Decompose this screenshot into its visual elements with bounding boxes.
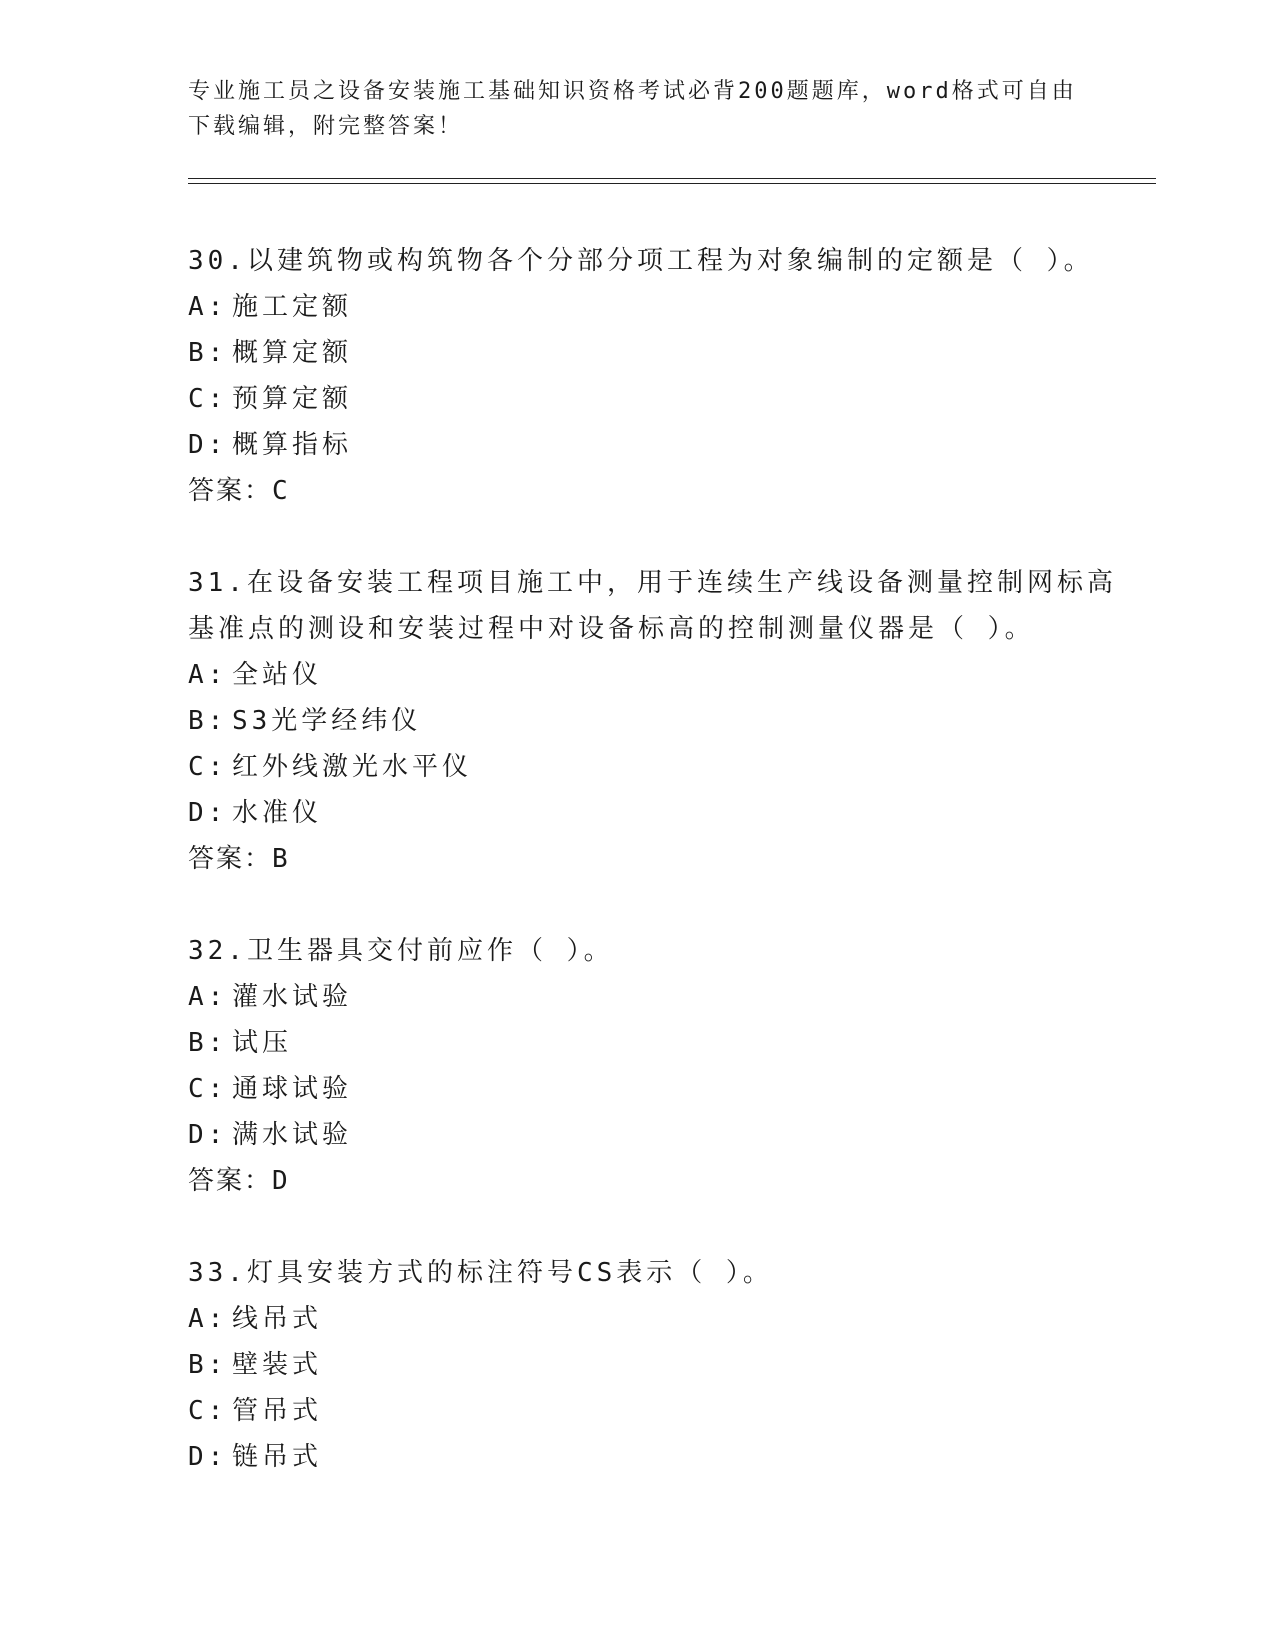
option-text: 施工定额 [232, 292, 353, 322]
header-divider-bottom [188, 183, 1156, 184]
option-text: 通球试验 [232, 1074, 353, 1104]
question-33 [188, 1250, 1148, 1480]
answer-line: 答案：B [188, 844, 290, 874]
option-text: 概算指标 [232, 430, 353, 460]
option-d [188, 1112, 1148, 1158]
header-line-1: 专业施工员之设备安装施工基础知识资格考试必背200题题库，word格式可自由 [188, 79, 1077, 104]
option-a [188, 974, 1148, 1020]
option-text: 灌水试验 [232, 982, 353, 1012]
question-stem-line-2: 基准点的测设和安装过程中对设备标高的控制测量仪器是（ ）。 [188, 614, 1035, 644]
option-text: 链吊式 [232, 1442, 323, 1472]
option-letter: B: [188, 706, 228, 736]
question-stem: 32.卫生器具交付前应作（ ）。 [188, 936, 614, 966]
document-header [188, 74, 1088, 144]
option-letter: C: [188, 1396, 228, 1426]
option-a [188, 652, 1148, 698]
question-30 [188, 238, 1148, 514]
option-b [188, 698, 1148, 744]
question-stem: 33.灯具安装方式的标注符号CS表示（ ）。 [188, 1258, 773, 1288]
option-d [188, 422, 1148, 468]
question-32 [188, 928, 1148, 1204]
option-c [188, 1066, 1148, 1112]
option-letter: C: [188, 1074, 228, 1104]
option-letter: A: [188, 982, 228, 1012]
option-letter: A: [188, 660, 228, 690]
option-letter: D: [188, 798, 228, 828]
option-text: 满水试验 [232, 1120, 353, 1150]
option-letter: A: [188, 292, 228, 322]
option-text: 水准仪 [232, 798, 323, 828]
header-line-2: 下载编辑，附完整答案！ [188, 114, 464, 139]
option-text: 全站仪 [232, 660, 323, 690]
question-stem-line-1: 31.在设备安装工程项目施工中，用于连续生产线设备测量控制网标高 [188, 568, 1117, 598]
option-text: 试压 [232, 1028, 293, 1058]
option-letter: D: [188, 430, 228, 460]
option-text: 壁装式 [232, 1350, 323, 1380]
option-letter: C: [188, 384, 228, 414]
question-list [188, 238, 1148, 1526]
option-c [188, 744, 1148, 790]
option-letter: B: [188, 1350, 228, 1380]
option-c [188, 1388, 1148, 1434]
option-letter: A: [188, 1304, 228, 1334]
option-b [188, 1020, 1148, 1066]
option-text: 预算定额 [232, 384, 353, 414]
option-c [188, 376, 1148, 422]
header-divider-top [188, 178, 1156, 179]
option-text: 概算定额 [232, 338, 353, 368]
option-b [188, 1342, 1148, 1388]
option-text: 红外线激光水平仪 [232, 752, 473, 782]
option-letter: C: [188, 752, 228, 782]
question-stem: 30.以建筑物或构筑物各个分部分项工程为对象编制的定额是（ ）。 [188, 246, 1094, 276]
option-letter: B: [188, 338, 228, 368]
option-text: 管吊式 [232, 1396, 323, 1426]
option-a [188, 284, 1148, 330]
option-d [188, 790, 1148, 836]
option-b [188, 330, 1148, 376]
question-31 [188, 560, 1148, 882]
option-d [188, 1434, 1148, 1480]
answer-line: 答案：D [188, 1166, 290, 1196]
option-a [188, 1296, 1148, 1342]
option-letter: D: [188, 1120, 228, 1150]
answer-line: 答案：C [188, 476, 290, 506]
option-text: 线吊式 [232, 1304, 323, 1334]
option-text: S3光学经纬仪 [232, 706, 422, 736]
option-letter: B: [188, 1028, 228, 1058]
option-letter: D: [188, 1442, 228, 1472]
